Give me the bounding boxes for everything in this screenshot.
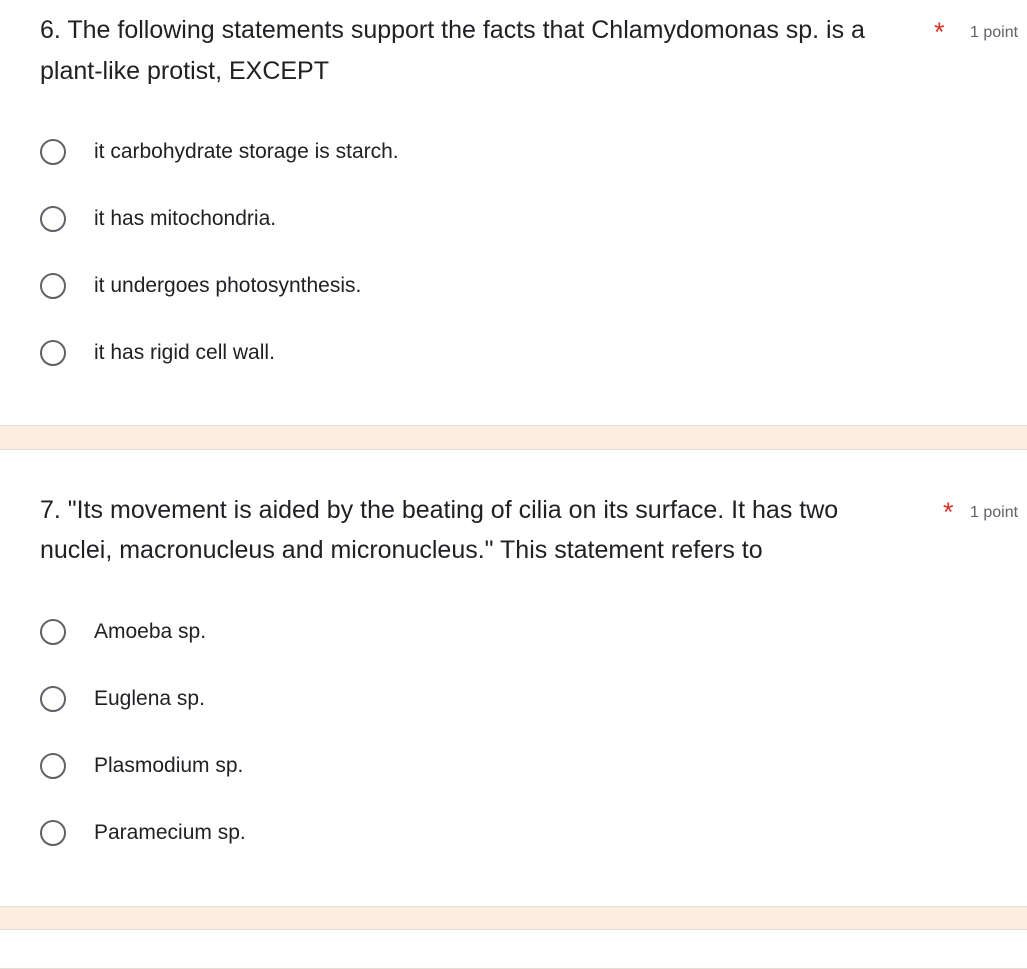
option-label: Euglena sp. [94,687,205,710]
option-label: it has rigid cell wall. [94,341,275,364]
radio-button[interactable] [40,753,66,779]
question-card-7 [0,449,1027,907]
option-mitochondria[interactable] [40,201,276,237]
option-label: it has mitochondria. [94,207,277,230]
option-photosynthesis[interactable] [40,268,361,304]
question-title-line1: 7. "Its movement is aided by the beating of cilia on its surface. It has two [40,496,839,524]
option-label: Amoeba sp. [94,620,207,643]
radio-button[interactable] [40,139,66,165]
option-euglena[interactable] [40,681,205,717]
radio-button[interactable] [40,206,66,232]
question-card-6 [0,0,1027,426]
radio-button[interactable] [40,273,66,299]
question-title-line2: plant-like protist, EXCEPT [40,57,329,85]
question-title-line1: 6. The following statements support the facts that Chlamydomonas sp. is a [40,16,865,44]
option-label: Plasmodium sp. [94,754,244,777]
radio-button[interactable] [40,340,66,366]
option-paramecium[interactable] [40,815,246,851]
option-label: it undergoes photosynthesis. [94,274,362,297]
option-amoeba[interactable] [40,614,206,650]
radio-button[interactable] [40,619,66,645]
points-label: 1 point [970,24,1019,41]
question-title-line2: nuclei, macronucleus and micronucleus." This statement refers to [40,536,763,564]
points-label: 1 point [970,504,1019,521]
question-card-next [0,929,1027,969]
option-label: it carbohydrate storage is starch. [94,140,399,163]
required-asterisk: * [934,17,945,47]
option-starch[interactable] [40,134,399,170]
option-plasmodium[interactable] [40,748,243,784]
option-cell-wall[interactable] [40,335,275,371]
required-asterisk: * [943,497,954,527]
radio-button[interactable] [40,686,66,712]
option-label: Paramecium sp. [94,821,246,844]
radio-button[interactable] [40,820,66,846]
